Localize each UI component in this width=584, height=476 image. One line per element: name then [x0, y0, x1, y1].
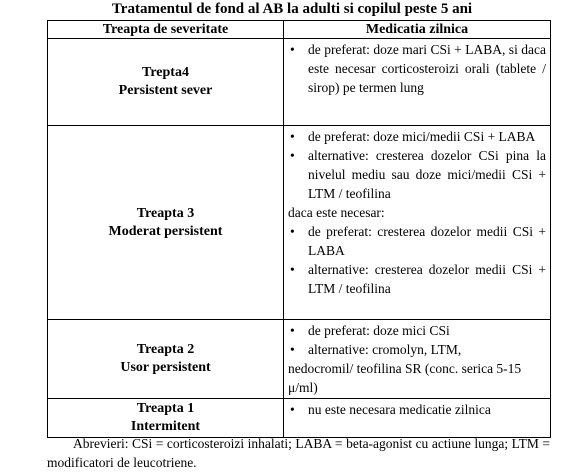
list-item: [288, 321, 546, 340]
medication-cell: [284, 399, 551, 438]
severity-label: Moderat persistent: [108, 223, 223, 239]
bullet-icon: •: [290, 148, 295, 163]
bullet-icon: •: [290, 224, 295, 239]
list-item: [288, 400, 546, 419]
table-row: [48, 126, 551, 320]
bullet-icon: •: [290, 342, 295, 357]
medication-text: de preferat: cresterea dozelor medii CSi + LABA: [308, 224, 546, 258]
list-item: [288, 146, 546, 203]
medication-text: alternative: cresterea dozelor CSi pina la nivelul mediu sau doze mici/medii CSi + LTM / teofilina: [308, 148, 546, 201]
medication-text: de preferat: doze mari CSi + LABA, si daca este necesar corticosteroizi orali (tablete / sirop) pe termen lung: [308, 42, 546, 95]
severity-cell: [48, 126, 284, 320]
step-label: Trepta4: [142, 65, 189, 80]
bullet-icon: •: [290, 323, 295, 338]
bullet-icon: •: [290, 262, 295, 277]
medication-text: alternative: cresterea dozelor medii CSi + LTM / teofilina: [308, 262, 546, 296]
step-label: Treapta 3: [136, 205, 195, 221]
medication-cell: [284, 39, 551, 126]
list-item: [288, 260, 546, 298]
severity-cell: [48, 399, 284, 438]
abbreviations-text: Abrevieri: CSi = corticosteroizi inhalati; LABA = beta-agonist cu actiune lunga; LTM = modificatori de leucotriene.: [47, 436, 550, 470]
step-label: Treapta 2: [136, 342, 195, 357]
table-row: [48, 399, 551, 438]
abbreviations-note: [47, 434, 550, 472]
severity-cell: [48, 320, 284, 399]
severity-label: Persistent sever: [118, 83, 213, 98]
list-item: [288, 40, 546, 97]
column-header-severity: Treapta de severitate: [48, 21, 284, 39]
treatment-table: [47, 20, 551, 438]
table-row: [48, 320, 551, 399]
conditional-note: daca este necesar:: [288, 205, 385, 220]
list-item: [288, 127, 546, 146]
document-title: Tratamentul de fond al AB la adulti si copilul peste 5 ani: [111, 1, 473, 17]
severity-label: Intermitent: [130, 419, 201, 434]
severity-cell: [48, 39, 284, 126]
table-row: [48, 39, 551, 126]
list-item: [288, 222, 546, 260]
severity-label: Usor persistent: [120, 360, 211, 375]
table-header-row: [48, 21, 551, 39]
medication-cell: [284, 126, 551, 320]
bullet-icon: •: [290, 129, 295, 144]
medication-text: de preferat: doze mici CSi: [308, 323, 450, 338]
step-label: Treapta 1: [136, 401, 195, 416]
bullet-icon: •: [290, 42, 295, 57]
medication-text: nu este necesara medicatie zilnica: [308, 402, 491, 417]
medication-continuation: nedocromil/ teofilina SR (conc. serica 5-15 μ/ml): [288, 361, 522, 395]
medication-text: de preferat: doze mici/medii CSi + LABA: [308, 129, 536, 144]
column-header-medication: Medicatia zilnica: [284, 21, 551, 39]
medication-cell: [284, 320, 551, 399]
bullet-icon: •: [290, 402, 295, 417]
medication-text: alternative: cromolyn, LTM,: [308, 342, 462, 357]
list-item: [288, 340, 546, 359]
